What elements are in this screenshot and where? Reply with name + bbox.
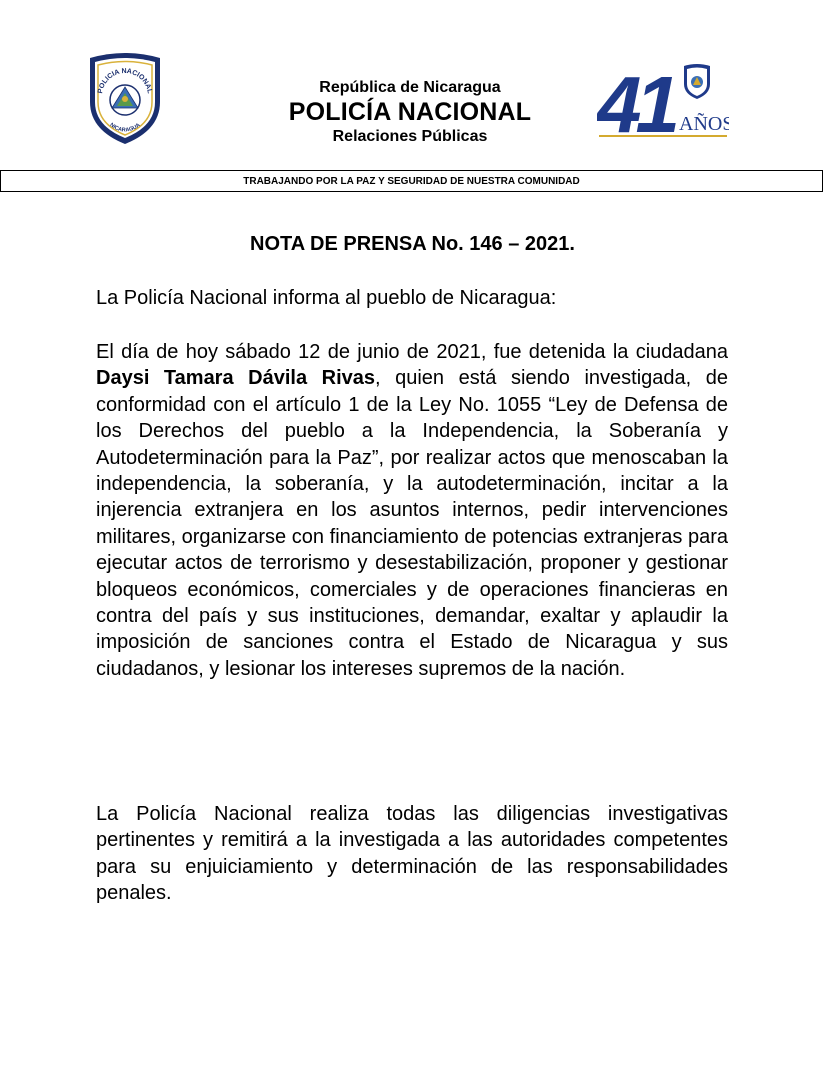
organization-name: POLICÍA NACIONAL xyxy=(288,98,532,126)
logo-top-text: POLICIA NACIONAL xyxy=(97,67,153,95)
anniversary-41-logo-icon xyxy=(597,62,729,140)
logo-word: AÑOS xyxy=(679,113,729,135)
detained-person-name: Daysi Tamara Dávila Rivas xyxy=(96,367,375,390)
paragraph-text-after-name: , quien está siendo investigada, de conformidad con el artículo 1 de la Ley No. 1055 “Ley de Defensa de los Derechos del pueblo a la Independencia, la Soberanía y Autodeterminación para la Paz”, por realizar actos que menoscaban la independencia, la soberanía, y la autodeterminación, incitar a la injerencia extranjera en los asuntos internos, pedir intervenciones militares, organizarse con financiamiento de potencias extranjeras para ejecutar actos de terrorismo y desestabilización, proponer y gestionar bloqueos económicos, comerciales y de operaciones financieras en contra del país y sus instituciones, demandar, exaltar y aplaudir la imposición de sanciones contra el Estado de Nicaragua y sus ciudadanos, y lesionar los intereses supremos de la nación. xyxy=(96,367,728,680)
paragraph-investigation: La Policía Nacional realiza todas las diligencias investigativas pertinentes y remitirá a la investigada a las autoridades competentes para su enjuiciamiento y determinación de las responsabilidades penales. xyxy=(96,803,728,905)
country-name: República de Nicaragua xyxy=(319,79,501,96)
press-note-title: NOTA DE PRENSA No. 146 – 2021. xyxy=(250,233,575,255)
letterhead xyxy=(260,78,560,148)
department-name: Relaciones Públicas xyxy=(332,128,488,145)
motto-banner xyxy=(0,170,823,192)
motto-text: TRABAJANDO POR LA PAZ Y SEGURIDAD DE NUESTRA COMUNIDAD xyxy=(243,176,580,187)
logo-number: 41 xyxy=(597,62,674,140)
intro-line: La Policía Nacional informa al pueblo de Nicaragua: xyxy=(96,287,557,309)
paragraph-detention xyxy=(96,339,728,682)
police-shield-logo-icon xyxy=(86,50,164,146)
logo-bottom-text: NICARAGUA xyxy=(108,122,142,134)
paragraph-text-before-name: El día de hoy sábado 12 de junio de 2021, fue detenida la ciudadana xyxy=(96,341,728,363)
